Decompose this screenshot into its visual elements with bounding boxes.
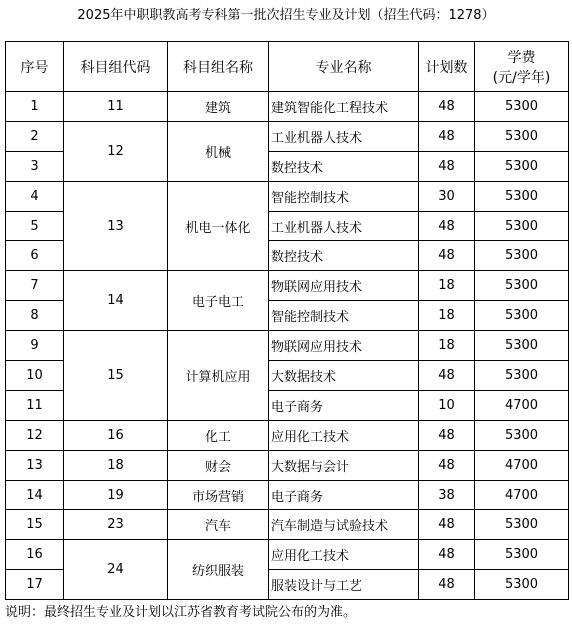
table-row bbox=[6, 92, 569, 122]
cell-seq: 7 bbox=[6, 271, 64, 301]
cell-group-name: 机电一体化 bbox=[168, 181, 269, 271]
cell-plan: 48 bbox=[419, 151, 475, 181]
cell-fee: 5300 bbox=[475, 151, 569, 181]
header-fee-line1: 学费 bbox=[507, 49, 536, 66]
cell-seq: 15 bbox=[6, 510, 64, 540]
cell-plan: 38 bbox=[419, 480, 475, 510]
cell-group-name: 汽车 bbox=[168, 510, 269, 540]
cell-major: 应用化工技术 bbox=[269, 540, 419, 570]
cell-plan: 18 bbox=[419, 331, 475, 361]
cell-group-name: 财会 bbox=[168, 450, 269, 480]
cell-group-name: 市场营销 bbox=[168, 480, 269, 510]
cell-group-name: 机械 bbox=[168, 121, 269, 181]
cell-plan: 48 bbox=[419, 570, 475, 600]
table-row bbox=[6, 540, 569, 570]
footnote: 说明：最终招生专业及计划以江苏省教育考试院公布的为准。 bbox=[5, 605, 357, 620]
cell-major: 服装设计与工艺 bbox=[269, 570, 419, 600]
cell-fee: 5300 bbox=[475, 92, 569, 122]
cell-group-code: 23 bbox=[64, 510, 168, 540]
cell-seq: 9 bbox=[6, 331, 64, 361]
cell-group-name: 计算机应用 bbox=[168, 331, 269, 421]
cell-seq: 14 bbox=[6, 480, 64, 510]
cell-major: 智能控制技术 bbox=[269, 301, 419, 331]
cell-group-code: 12 bbox=[64, 121, 168, 181]
page-title: 2025年中职职教高考专科第一批次招生专业及计划（招生代码：1278） bbox=[77, 8, 495, 23]
enrollment-plan-table bbox=[5, 41, 569, 600]
cell-group-code: 16 bbox=[64, 420, 168, 450]
cell-plan: 18 bbox=[419, 301, 475, 331]
cell-seq: 5 bbox=[6, 211, 64, 241]
header-fee bbox=[475, 42, 569, 92]
cell-group-name: 化工 bbox=[168, 420, 269, 450]
cell-plan: 48 bbox=[419, 92, 475, 122]
cell-fee: 5300 bbox=[475, 361, 569, 391]
cell-major: 大数据技术 bbox=[269, 361, 419, 391]
cell-seq: 13 bbox=[6, 450, 64, 480]
cell-major: 智能控制技术 bbox=[269, 181, 419, 211]
cell-seq: 12 bbox=[6, 420, 64, 450]
cell-plan: 48 bbox=[419, 540, 475, 570]
header-plan: 计划数 bbox=[419, 42, 475, 92]
table-row bbox=[6, 510, 569, 540]
cell-fee: 5300 bbox=[475, 181, 569, 211]
cell-fee: 5300 bbox=[475, 540, 569, 570]
cell-plan: 18 bbox=[419, 271, 475, 301]
cell-major: 工业机器人技术 bbox=[269, 121, 419, 151]
cell-plan: 48 bbox=[419, 450, 475, 480]
cell-major: 应用化工技术 bbox=[269, 420, 419, 450]
cell-major: 物联网应用技术 bbox=[269, 331, 419, 361]
table-row bbox=[6, 271, 569, 301]
cell-fee: 5300 bbox=[475, 121, 569, 151]
cell-major: 数控技术 bbox=[269, 151, 419, 181]
cell-seq: 6 bbox=[6, 241, 64, 271]
cell-plan: 10 bbox=[419, 390, 475, 420]
cell-major: 数控技术 bbox=[269, 241, 419, 271]
cell-plan: 48 bbox=[419, 211, 475, 241]
cell-major: 电子商务 bbox=[269, 480, 419, 510]
header-group-name: 科目组名称 bbox=[168, 42, 269, 92]
cell-group-code: 19 bbox=[64, 480, 168, 510]
cell-fee: 5300 bbox=[475, 420, 569, 450]
cell-plan: 30 bbox=[419, 181, 475, 211]
cell-seq: 2 bbox=[6, 121, 64, 151]
cell-group-code: 24 bbox=[64, 540, 168, 600]
table-row bbox=[6, 181, 569, 211]
header-fee-line2: (元/学年) bbox=[492, 69, 551, 86]
cell-seq: 16 bbox=[6, 540, 64, 570]
cell-fee: 5300 bbox=[475, 241, 569, 271]
cell-fee: 5300 bbox=[475, 510, 569, 540]
cell-fee: 5300 bbox=[475, 301, 569, 331]
cell-major: 物联网应用技术 bbox=[269, 271, 419, 301]
cell-group-name: 建筑 bbox=[168, 92, 269, 122]
table-row bbox=[6, 331, 569, 361]
header-group-code: 科目组代码 bbox=[64, 42, 168, 92]
cell-seq: 17 bbox=[6, 570, 64, 600]
cell-plan: 48 bbox=[419, 420, 475, 450]
cell-major: 建筑智能化工程技术 bbox=[269, 92, 419, 122]
cell-plan: 48 bbox=[419, 121, 475, 151]
table-row bbox=[6, 420, 569, 450]
cell-major: 工业机器人技术 bbox=[269, 211, 419, 241]
cell-group-code: 11 bbox=[64, 92, 168, 122]
cell-fee: 4700 bbox=[475, 390, 569, 420]
cell-seq: 1 bbox=[6, 92, 64, 122]
table-row bbox=[6, 450, 569, 480]
cell-fee: 5300 bbox=[475, 271, 569, 301]
table-header-row bbox=[6, 42, 569, 92]
cell-seq: 4 bbox=[6, 181, 64, 211]
cell-fee: 5300 bbox=[475, 331, 569, 361]
cell-seq: 3 bbox=[6, 151, 64, 181]
cell-group-name: 纺织服装 bbox=[168, 540, 269, 600]
cell-fee: 5300 bbox=[475, 211, 569, 241]
cell-plan: 48 bbox=[419, 361, 475, 391]
cell-seq: 10 bbox=[6, 361, 64, 391]
cell-group-code: 14 bbox=[64, 271, 168, 331]
cell-group-code: 15 bbox=[64, 331, 168, 421]
table-row bbox=[6, 121, 569, 151]
cell-fee: 4700 bbox=[475, 450, 569, 480]
cell-plan: 48 bbox=[419, 510, 475, 540]
cell-seq: 8 bbox=[6, 301, 64, 331]
header-seq: 序号 bbox=[6, 42, 64, 92]
cell-seq: 11 bbox=[6, 390, 64, 420]
cell-fee: 5300 bbox=[475, 570, 569, 600]
cell-major: 大数据与会计 bbox=[269, 450, 419, 480]
cell-major: 汽车制造与试验技术 bbox=[269, 510, 419, 540]
cell-group-name: 电子电工 bbox=[168, 271, 269, 331]
table-row bbox=[6, 480, 569, 510]
cell-group-code: 18 bbox=[64, 450, 168, 480]
cell-fee: 4700 bbox=[475, 480, 569, 510]
cell-major: 电子商务 bbox=[269, 390, 419, 420]
cell-group-code: 13 bbox=[64, 181, 168, 271]
cell-plan: 48 bbox=[419, 241, 475, 271]
header-major: 专业名称 bbox=[269, 42, 419, 92]
